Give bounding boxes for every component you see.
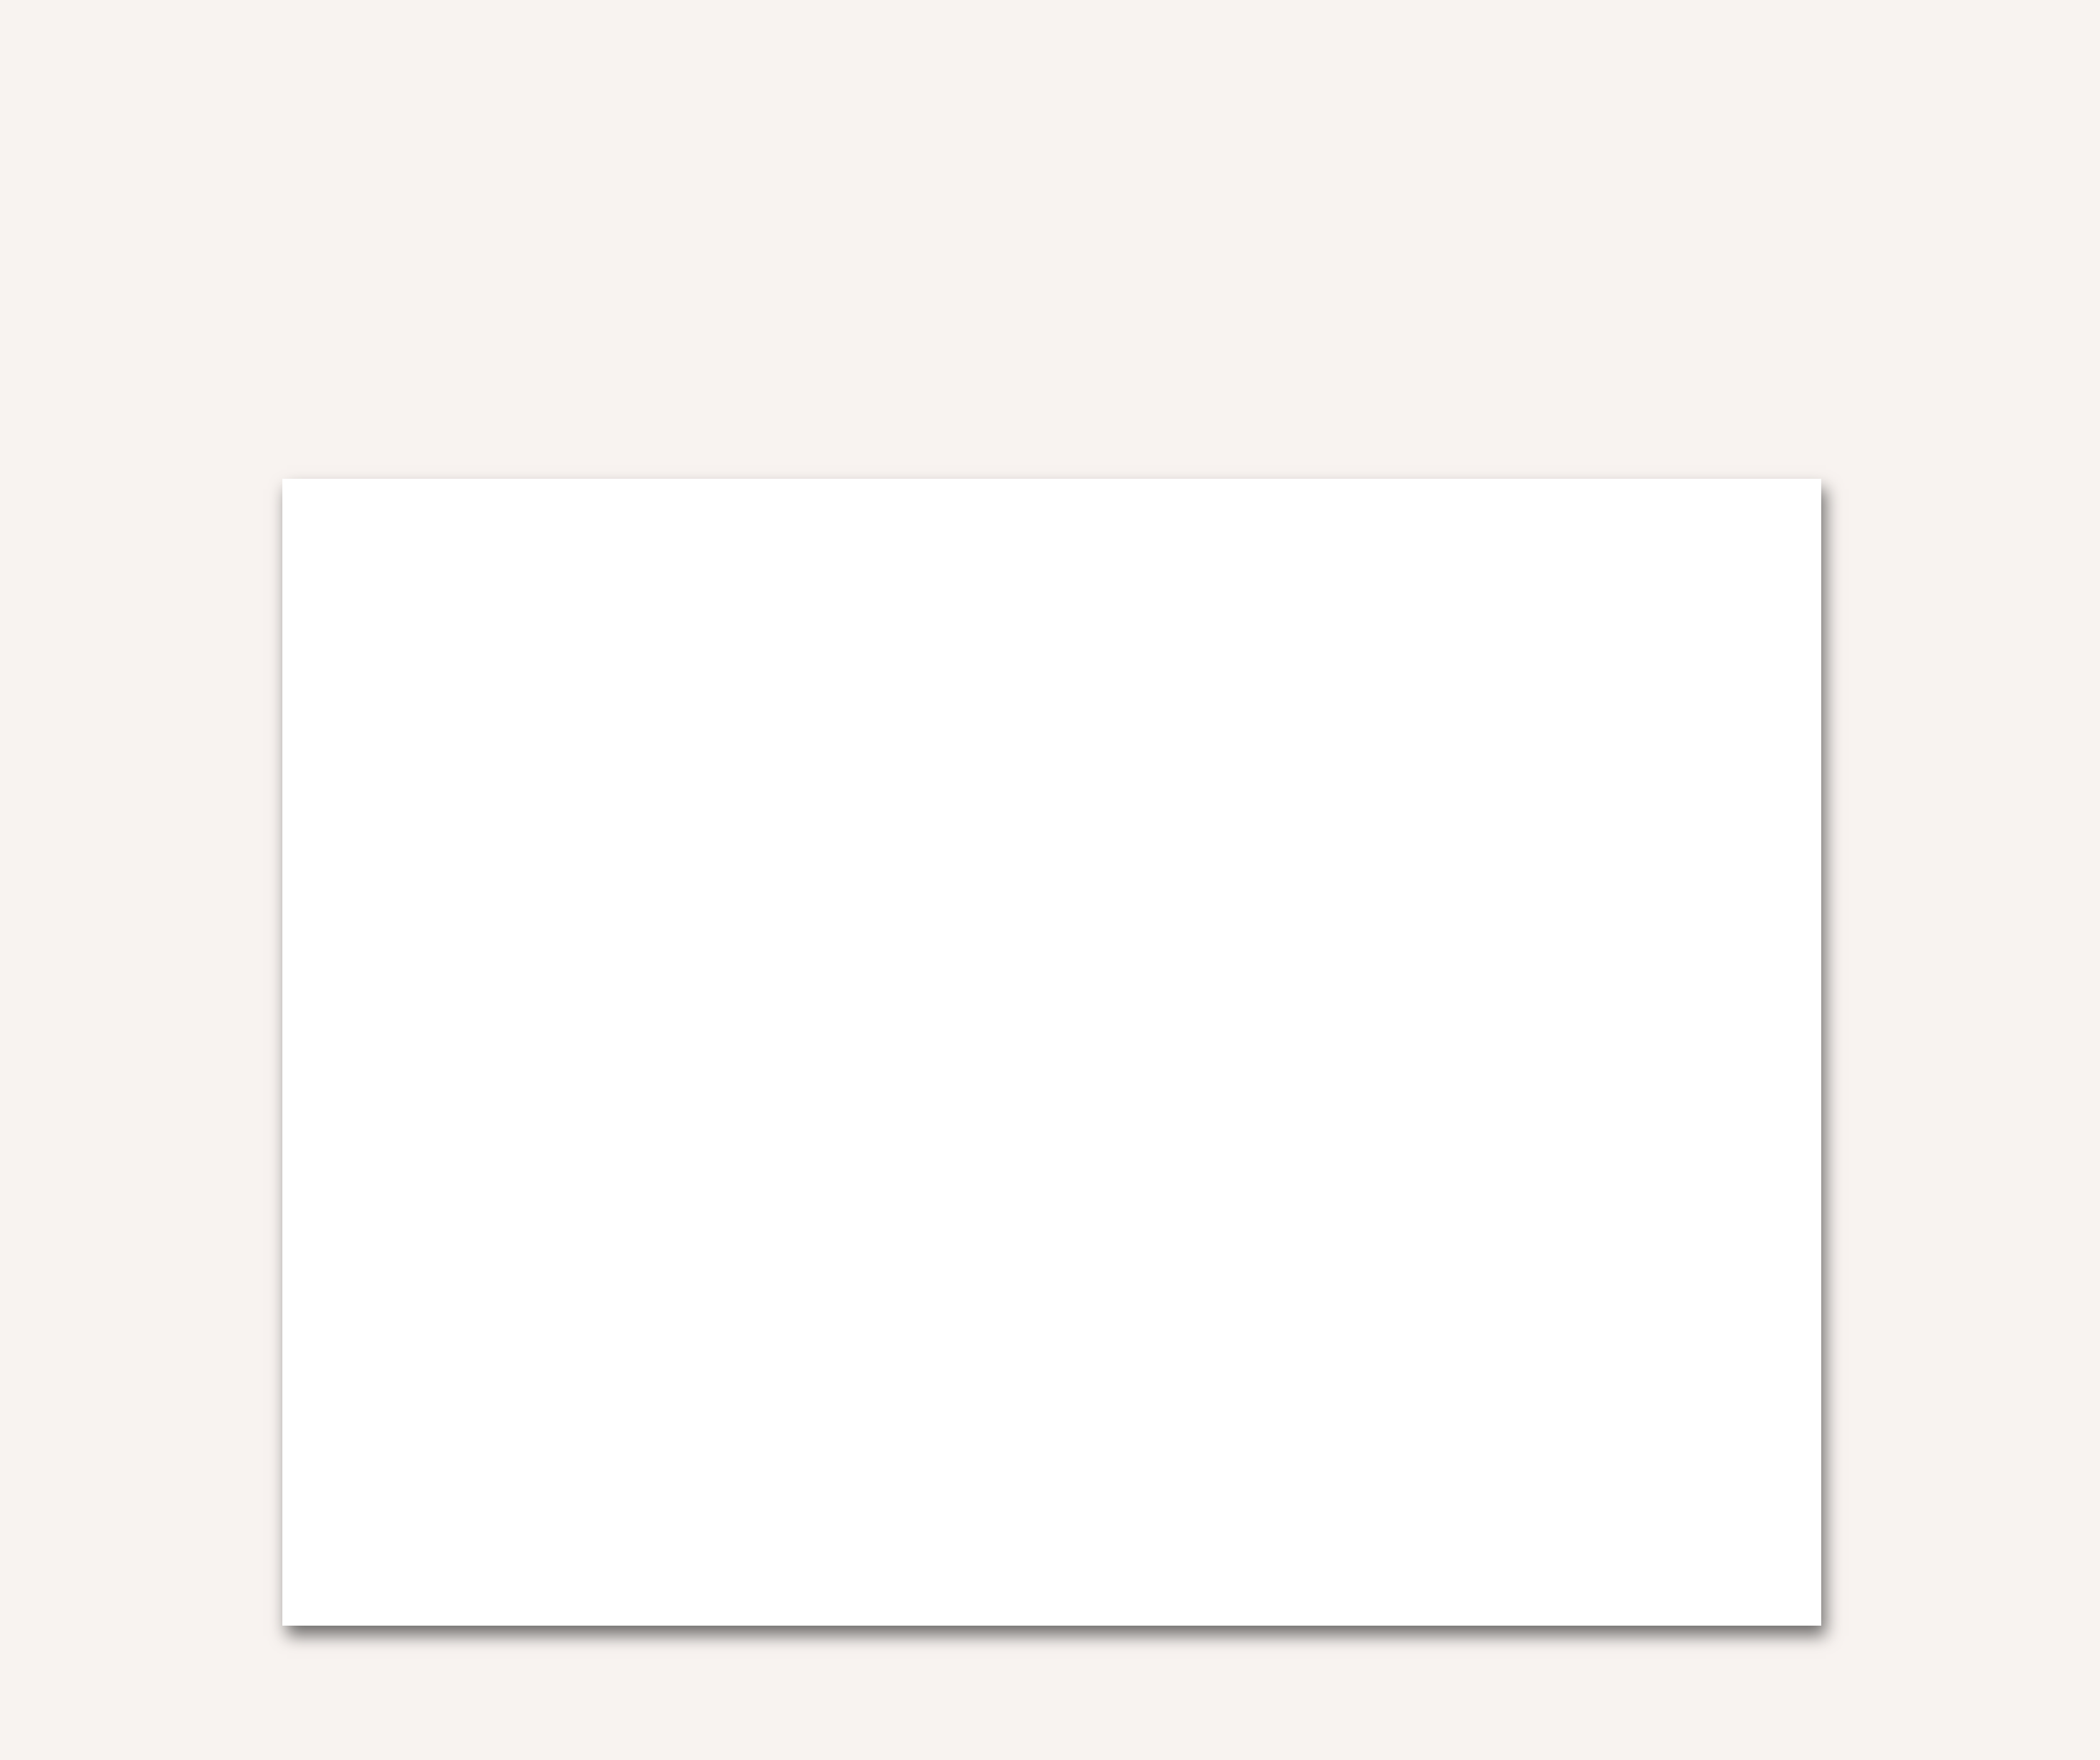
planner-sheet	[282, 479, 1821, 1626]
planner-content	[282, 479, 1821, 1626]
